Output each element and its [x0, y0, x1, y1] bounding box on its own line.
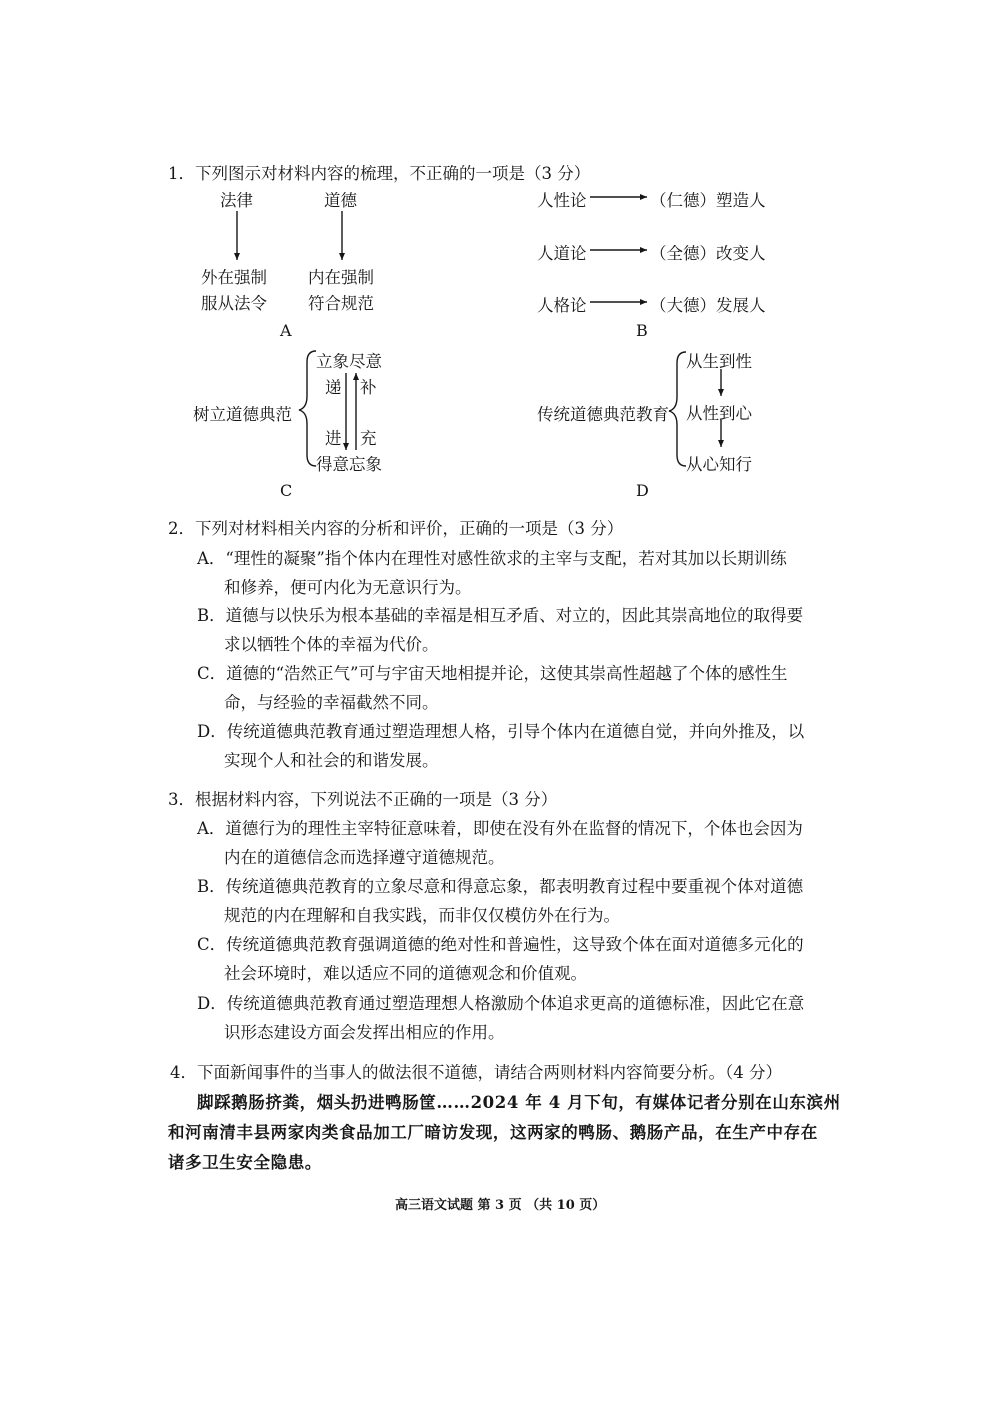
- c-down-2: 进: [325, 429, 342, 448]
- q3-option-a-line2: 内在的道德信念而选择遵守道德规范。: [224, 848, 505, 867]
- q4-news-line2: 和河南清丰县两家肉类食品加工厂暗访发现，这两家的鸭肠、鹅肠产品，在生产中存在: [168, 1123, 818, 1142]
- brace-d: [669, 352, 686, 466]
- q2-stem: 2．下列对材料相关内容的分析和评价，正确的一项是（3 分）: [168, 519, 624, 538]
- d-item-2: 从性到心: [686, 404, 752, 423]
- d-label: D: [636, 481, 649, 500]
- q4-news-line1: 脚踩鹅肠挤粪，烟头扔进鸭肠筐……2024 年 4 月下旬，有媒体记者分别在山东滨州: [197, 1093, 841, 1112]
- q3-stem: 3．根据材料内容，下列说法不正确的一项是（3 分）: [168, 790, 558, 809]
- q4-stem: 4．下面新闻事件的当事人的做法很不道德，请结合两则材料内容简要分析。（4 分）: [170, 1063, 782, 1082]
- b-row3-left: 人格论: [537, 296, 587, 315]
- a-left-line1: 外在强制: [201, 268, 267, 287]
- q4-news-line3: 诸多卫生安全隐患。: [168, 1153, 322, 1172]
- q3-option-c-line2: 社会环境时，难以适应不同的道德观念和价值观。: [224, 964, 587, 983]
- q3-option-a-line1: A．道德行为的理性主宰特征意味着，即使在没有外在监督的情况下，个体也会因为: [197, 819, 803, 838]
- q2-option-d-line2: 实现个人和社会的和谐发展。: [224, 751, 439, 770]
- d-root: 传统道德典范教育: [537, 405, 669, 424]
- a-right-line2: 符合规范: [308, 294, 374, 313]
- q3-option-b-line2: 规范的内在理解和自我实践，而非仅仅模仿外在行为。: [224, 906, 620, 925]
- q2-option-b-line2: 求以牺牲个体的幸福为代价。: [224, 635, 439, 654]
- q2-option-c-line1: C．道德的“浩然正气”可与宇宙天地相提并论，这使其崇高性超越了个体的感性生: [197, 664, 788, 683]
- c-top: 立象尽意: [316, 352, 382, 371]
- a-left-head: 法律: [220, 191, 253, 210]
- q1-stem: 1．下列图示对材料内容的梳理，不正确的一项是（3 分）: [168, 164, 591, 183]
- q3-option-d-line1: D．传统道德典范教育通过塑造理想人格激励个体追求更高的道德标准，因此它在意: [197, 994, 805, 1013]
- c-bottom: 得意忘象: [316, 455, 382, 474]
- b-row1-right: （仁德）塑造人: [650, 191, 766, 210]
- c-up-1: 补: [360, 378, 377, 397]
- b-row2-right: （全德）改变人: [650, 244, 766, 263]
- b-row2-left: 人道论: [537, 244, 587, 263]
- d-item-1: 从生到性: [686, 352, 752, 371]
- c-label: C: [280, 481, 293, 500]
- a-right-head: 道德: [324, 191, 357, 210]
- b-row3-right: （大德）发展人: [650, 296, 766, 315]
- b-row1-left: 人性论: [537, 191, 587, 210]
- page-footer: 高三语文试题 第 3 页 （共 10 页）: [395, 1198, 606, 1213]
- q3-option-c-line1: C．传统道德典范教育强调道德的绝对性和普遍性，这导致个体在面对道德多元化的: [197, 935, 804, 954]
- a-left-line2: 服从法令: [201, 294, 267, 313]
- c-down-1: 递: [325, 378, 342, 397]
- brace-c: [299, 351, 316, 466]
- a-right-line1: 内在强制: [308, 268, 374, 287]
- d-item-3: 从心知行: [686, 455, 752, 474]
- a-label: A: [280, 321, 292, 340]
- q2-option-b-line1: B．道德与以快乐为根本基础的幸福是相互矛盾、对立的，因此其崇高地位的取得要: [197, 606, 804, 625]
- q2-option-a-line1: A．“理性的凝聚”指个体内在理性对感性欲求的主宰与支配，若对其加以长期训练: [197, 549, 787, 568]
- q3-option-b-line1: B．传统道德典范教育的立象尽意和得意忘象，都表明教育过程中要重视个体对道德: [197, 877, 804, 896]
- b-label: B: [636, 321, 648, 340]
- q2-option-d-line1: D．传统道德典范教育通过塑造理想人格，引导个体内在道德自觉，并向外推及，以: [197, 722, 805, 741]
- c-up-2: 充: [360, 429, 377, 448]
- q3-option-d-line2: 识形态建设方面会发挥出相应的作用。: [224, 1023, 505, 1042]
- q2-option-c-line2: 命，与经验的幸福截然不同。: [224, 693, 439, 712]
- q2-option-a-line2: 和修养，便可内化为无意识行为。: [224, 578, 472, 597]
- c-root: 树立道德典范: [193, 405, 292, 424]
